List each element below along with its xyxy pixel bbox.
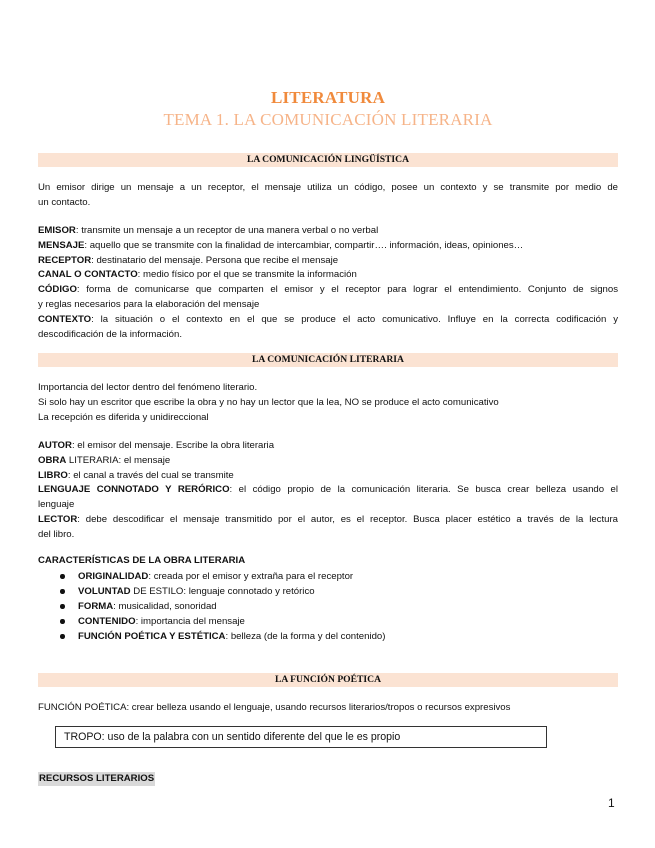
definition-term: CANAL O CONTACTO [38, 269, 138, 281]
definition-term: CÓDIGO [38, 284, 77, 296]
bullet-icon [60, 589, 65, 594]
section-heading-comunicacion-literaria: LA COMUNICACIÓN LITERARIA [38, 353, 618, 367]
definition-text: : forma de comunicarse que comparten el emisor y el receptor para lograr el entendimiento. Conjunto de signos [76, 284, 618, 296]
bullet-icon [60, 619, 65, 624]
definition-text: : el canal a través del cual se transmite [67, 469, 234, 481]
features-heading-text: CARACTERÍSTICAS DE LA OBRA LITERARIA [38, 555, 246, 566]
definition-term: OBRA [38, 454, 67, 466]
funcion-poetica-definition: FUNCIÓN POÉTICA: crear belleza usando el lenguaje, usando recursos literarios/tropos o recursos expresivos [38, 702, 511, 713]
definition-emisor [38, 224, 618, 239]
tropo-definition-box: TROPO: uso de la palabra con un sentido diferente del que le es propio [55, 726, 547, 748]
bullet-icon [60, 604, 65, 609]
list-item [60, 629, 600, 644]
definition-text: : transmite un mensaje a un receptor de una manera verbal o no verbal [75, 225, 379, 236]
definition-text: : aquello que se transmite con la finalidad de intercambiar, compartir…. información, ideas, opiniones… [84, 239, 524, 251]
feature-term: CONTENIDO [78, 616, 136, 627]
definition-text: : destinatario del mensaje. Persona que recibe el mensaje [91, 254, 339, 266]
definition-codigo [38, 283, 618, 298]
document-title: LITERATURA [270, 88, 386, 107]
section-heading-funcion-poetica: LA FUNCIÓN POÉTICA [38, 673, 618, 687]
definition-term: LENGUAJE CONNOTADO Y RERÓRICO [38, 484, 230, 496]
feature-term: ORIGINALIDAD [78, 571, 149, 582]
definition-receptor [38, 254, 618, 269]
features-list [60, 569, 600, 644]
section2-intro-line: Si solo hay un escritor que escribe la obra y no hay un lector que la lea, NO se produce el acto comunicativo [38, 396, 499, 408]
definition-term: CONTEXTO [38, 313, 92, 325]
section2-intro [38, 381, 618, 425]
definition-term: MENSAJE [38, 239, 85, 251]
definition-text: : medio físico por el que se transmite la información [137, 269, 357, 281]
definition-lenguaje [38, 483, 618, 498]
definition-term: RECEPTOR [38, 254, 92, 266]
definition-term: EMISOR [38, 225, 76, 236]
feature-text: : musicalidad, sonoridad [113, 601, 217, 612]
definition-lector-cont: del libro. [38, 528, 75, 540]
section1-intro-line: Un emisor dirige un mensaje a un receptor, el mensaje utiliza un código, posee un contexto y se transmite por medio de [38, 182, 618, 193]
definition-lector [38, 513, 618, 528]
section2-intro-line: Importancia del lector dentro del fenómeno literario. [38, 382, 258, 393]
feature-term: FUNCIÓN POÉTICA Y ESTÉTICA [78, 631, 226, 642]
feature-term: FORMA [78, 601, 114, 612]
definition-text: : la situación o el contexto en el que se produce el acto comunicativo. Influye en la correcta codificación y [91, 313, 618, 325]
bullet-icon [60, 574, 65, 579]
section-heading-comunicacion-linguistica: LA COMUNICACIÓN LINGÜÍSTICA [38, 153, 618, 167]
definition-term: LIBRO [38, 469, 68, 481]
funcion-poetica-definition-wrapper [38, 701, 618, 716]
definition-term: AUTOR [38, 440, 72, 451]
definition-canal [38, 268, 618, 283]
definition-text: : debe descodificar el mensaje transmitido por el autor, es el receptor. Busca placer estético a través de la lectura [77, 513, 618, 525]
features-heading-wrapper [38, 554, 618, 569]
bullet-icon [60, 634, 65, 639]
list-item [60, 569, 600, 584]
section2-intro-line: La recepción es diferida y unidireccional [38, 411, 209, 423]
feature-term: VOLUNTAD [78, 586, 131, 597]
feature-text: : creada por el emisor y extraña para el receptor [148, 571, 354, 582]
section2-definitions [38, 439, 618, 543]
definition-libro [38, 469, 618, 484]
definition-contexto-cont: descodificación de la información. [38, 328, 182, 340]
section1-intro [38, 181, 618, 211]
definition-obra [38, 454, 618, 469]
section1-intro-line: un contacto. [38, 196, 91, 208]
page-number: 1 [608, 796, 615, 810]
feature-text: DE ESTILO: lenguaje connotado y retórico [130, 586, 315, 597]
feature-text: : belleza (de la forma y del contenido) [225, 631, 386, 642]
features-heading [38, 554, 618, 569]
definition-codigo-cont: y reglas necesarios para la elaboración del mensaje [38, 298, 260, 310]
definition-contexto [38, 313, 618, 328]
definition-mensaje [38, 239, 618, 254]
definition-lenguaje-cont: lenguaje [38, 499, 75, 511]
definition-term: LECTOR [38, 513, 78, 525]
feature-text: : importancia del mensaje [135, 616, 245, 627]
definition-text: : el emisor del mensaje. Escribe la obra literaria [71, 440, 275, 451]
definition-text: LITERARIA: el mensaje [66, 454, 171, 466]
list-item [60, 614, 600, 629]
document-subtitle: TEMA 1. LA COMUNICACIÓN LITERARIA [163, 110, 493, 129]
recursos-literarios-heading: RECURSOS LITERARIOS [39, 773, 155, 784]
definition-autor [38, 439, 618, 454]
definition-text: : el código propio de la comunicación literaria. Se busca crear belleza usando el [229, 484, 618, 496]
list-item [60, 599, 600, 614]
list-item [60, 584, 600, 599]
section1-definitions [38, 224, 618, 342]
